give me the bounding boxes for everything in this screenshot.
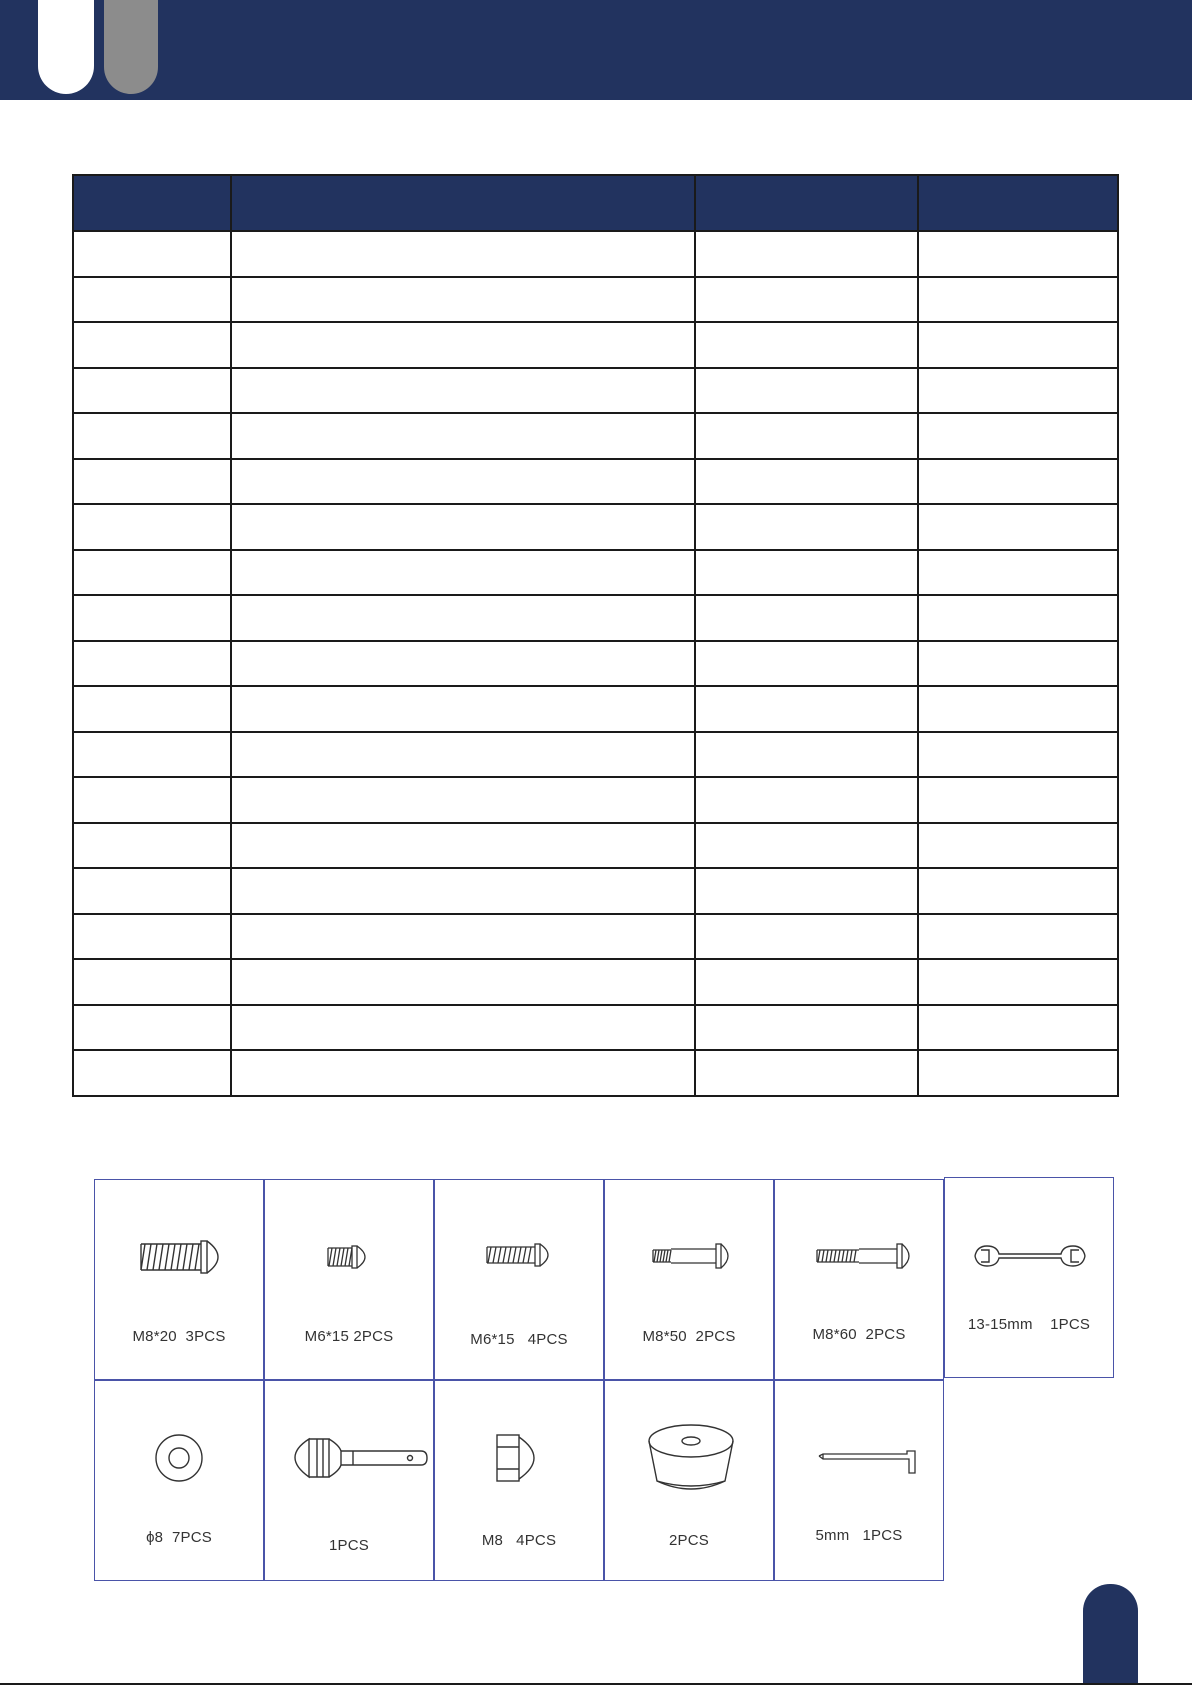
hardware-label: ϕ8 7PCS xyxy=(146,1529,212,1546)
parts-header-cell xyxy=(918,175,1118,231)
hardware-label: M6*15 4PCS xyxy=(470,1331,568,1348)
parts-table-body xyxy=(73,231,1118,1096)
hardware-cell-m8x50-bolt xyxy=(604,1179,774,1380)
rubber-foot-icon xyxy=(605,1381,775,1582)
short-bolt-icon xyxy=(265,1180,435,1381)
table-cell xyxy=(918,595,1118,641)
table-cell xyxy=(918,277,1118,323)
hardware-label: M6*15 2PCS xyxy=(304,1328,394,1345)
table-cell xyxy=(695,413,918,459)
table-cell xyxy=(231,504,695,550)
hardware-cell-washer xyxy=(94,1380,264,1581)
hardware-label: 5mm 1PCS xyxy=(815,1527,903,1544)
table-cell xyxy=(231,277,695,323)
table-cell xyxy=(918,368,1118,414)
table-row xyxy=(73,914,1118,960)
hardware-cell-knob-pin xyxy=(264,1380,434,1581)
header-bar xyxy=(0,0,1192,100)
table-cell xyxy=(231,322,695,368)
table-cell xyxy=(918,322,1118,368)
table-cell xyxy=(231,914,695,960)
table-cell xyxy=(73,368,231,414)
table-row xyxy=(73,504,1118,550)
table-cell xyxy=(695,914,918,960)
table-row xyxy=(73,277,1118,323)
table-cell xyxy=(231,823,695,869)
button-head-bolt-icon xyxy=(435,1180,605,1381)
table-cell xyxy=(231,641,695,687)
table-row xyxy=(73,550,1118,596)
table-row xyxy=(73,322,1118,368)
table-cell xyxy=(695,504,918,550)
hardware-label: M8*50 2PCS xyxy=(642,1328,736,1345)
table-row xyxy=(73,823,1118,869)
shoulder-bolt-icon xyxy=(605,1180,775,1381)
table-cell xyxy=(73,413,231,459)
cap-nut-icon xyxy=(435,1381,605,1582)
table-row xyxy=(73,1005,1118,1051)
table-row xyxy=(73,959,1118,1005)
table-cell xyxy=(231,368,695,414)
table-row xyxy=(73,641,1118,687)
table-cell xyxy=(73,868,231,914)
hardware-cell-allen-key xyxy=(774,1380,944,1581)
hardware-label: 2PCS xyxy=(669,1532,709,1549)
table-cell xyxy=(918,914,1118,960)
hardware-cell-m6x15-bolt-4 xyxy=(434,1179,604,1380)
table-cell xyxy=(695,322,918,368)
table-cell xyxy=(918,504,1118,550)
table-cell xyxy=(231,777,695,823)
table-cell xyxy=(73,959,231,1005)
hardware-label: 13-15mm 1PCS xyxy=(967,1316,1091,1333)
table-cell xyxy=(918,732,1118,778)
table-row xyxy=(73,686,1118,732)
hardware-cell-m8x60-bolt xyxy=(774,1179,944,1380)
table-cell xyxy=(695,231,918,277)
table-cell xyxy=(231,595,695,641)
table-row xyxy=(73,1050,1118,1096)
table-cell xyxy=(73,641,231,687)
table-row xyxy=(73,231,1118,277)
table-cell xyxy=(73,277,231,323)
table-cell xyxy=(695,823,918,869)
hardware-label: 1PCS xyxy=(329,1537,369,1554)
table-cell xyxy=(73,231,231,277)
hardware-cell-m6x15-bolt xyxy=(264,1179,434,1380)
table-cell xyxy=(231,1005,695,1051)
hardware-label: M8*60 2PCS xyxy=(812,1326,906,1343)
table-cell xyxy=(918,823,1118,869)
allen-key-icon xyxy=(775,1381,945,1582)
parts-header-cell xyxy=(73,175,231,231)
parts-table xyxy=(72,174,1119,1097)
table-cell xyxy=(73,777,231,823)
hardware-label: M8*20 3PCS xyxy=(132,1328,226,1345)
table-row xyxy=(73,413,1118,459)
table-cell xyxy=(73,504,231,550)
hardware-cell-cap-nut xyxy=(434,1380,604,1581)
table-row xyxy=(73,868,1118,914)
table-cell xyxy=(918,550,1118,596)
hardware-label: M8 4PCS xyxy=(481,1532,557,1549)
table-cell xyxy=(918,459,1118,505)
table-row xyxy=(73,777,1118,823)
hardware-cell-wrench xyxy=(944,1177,1114,1378)
table-cell xyxy=(73,1050,231,1096)
table-cell xyxy=(73,550,231,596)
table-cell xyxy=(695,459,918,505)
washer-icon xyxy=(95,1381,265,1582)
table-row xyxy=(73,368,1118,414)
table-cell xyxy=(695,1005,918,1051)
table-cell xyxy=(918,641,1118,687)
table-cell xyxy=(918,686,1118,732)
table-cell xyxy=(918,231,1118,277)
table-cell xyxy=(231,550,695,596)
table-cell xyxy=(231,868,695,914)
table-cell xyxy=(231,1050,695,1096)
table-cell xyxy=(695,595,918,641)
hardware-cell-m8x20-bolt xyxy=(94,1179,264,1380)
table-cell xyxy=(231,459,695,505)
table-row xyxy=(73,459,1118,505)
header-tab-grey xyxy=(104,0,158,94)
table-cell xyxy=(695,686,918,732)
table-cell xyxy=(231,686,695,732)
table-cell xyxy=(695,732,918,778)
table-cell xyxy=(918,1050,1118,1096)
table-cell xyxy=(695,368,918,414)
table-cell xyxy=(695,550,918,596)
table-cell xyxy=(231,959,695,1005)
parts-header-cell xyxy=(231,175,695,231)
parts-table-header xyxy=(73,175,1118,231)
header-tab-white xyxy=(38,0,94,94)
shoulder-bolt-icon xyxy=(775,1180,945,1381)
table-cell xyxy=(918,959,1118,1005)
table-cell xyxy=(695,277,918,323)
table-cell xyxy=(73,1005,231,1051)
table-cell xyxy=(73,732,231,778)
table-cell xyxy=(73,459,231,505)
page-number-tab xyxy=(1083,1584,1138,1685)
table-cell xyxy=(231,732,695,778)
table-cell xyxy=(73,595,231,641)
button-head-bolt-icon xyxy=(95,1180,265,1381)
table-row xyxy=(73,595,1118,641)
table-row xyxy=(73,732,1118,778)
table-cell xyxy=(695,1050,918,1096)
hardware-cell-rubber-foot xyxy=(604,1380,774,1581)
table-cell xyxy=(918,777,1118,823)
table-cell xyxy=(73,322,231,368)
table-cell xyxy=(918,413,1118,459)
table-cell xyxy=(695,959,918,1005)
table-cell xyxy=(73,686,231,732)
table-cell xyxy=(73,823,231,869)
wrench-icon xyxy=(945,1178,1115,1379)
table-cell xyxy=(695,777,918,823)
parts-header-cell xyxy=(695,175,918,231)
table-cell xyxy=(231,413,695,459)
table-cell xyxy=(695,641,918,687)
table-cell xyxy=(231,231,695,277)
table-cell xyxy=(695,868,918,914)
table-cell xyxy=(918,1005,1118,1051)
table-cell xyxy=(73,914,231,960)
table-cell xyxy=(918,868,1118,914)
